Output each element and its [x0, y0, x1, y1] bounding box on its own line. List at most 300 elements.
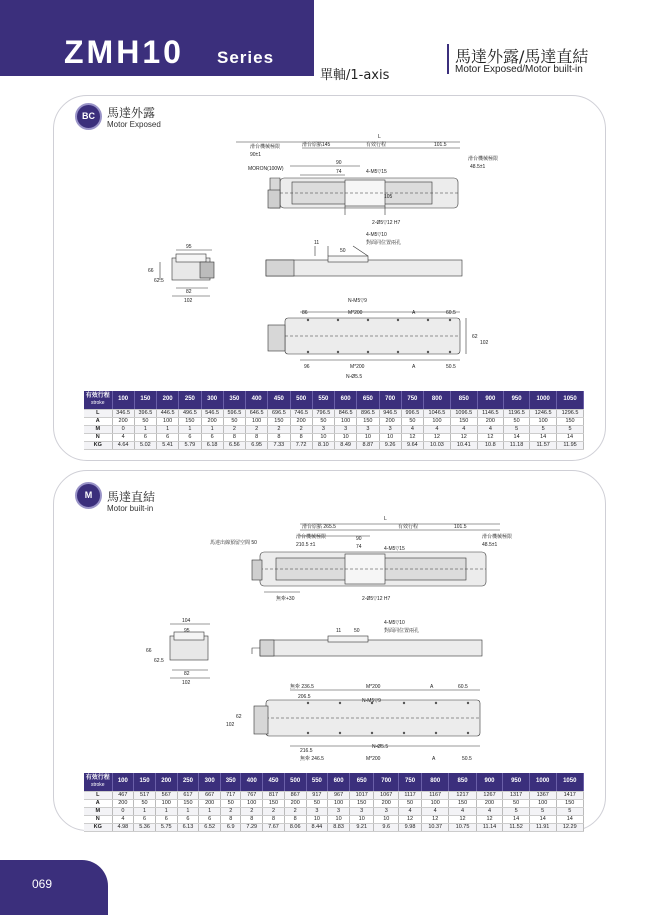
- table-cell: 6: [134, 433, 156, 441]
- dim-74: 74: [356, 544, 362, 550]
- stroke-col: 800: [422, 773, 449, 791]
- stroke-col: 900: [476, 773, 503, 791]
- dim-a2: A: [412, 364, 416, 370]
- table-cell: 3: [379, 425, 401, 433]
- dim-216-5: 216.5: [300, 748, 313, 754]
- stroke-col: 300: [199, 773, 221, 791]
- table-cell: 12: [401, 433, 423, 441]
- table-cell: 5: [556, 807, 584, 815]
- stroke-col: 200: [157, 391, 179, 409]
- table-cell: 7.33: [268, 441, 290, 449]
- table-row: [84, 433, 584, 441]
- dim-dowel: 2-Ø5▽12 H7: [372, 220, 401, 226]
- dim-102: 102: [182, 680, 191, 686]
- table-cell: 50: [134, 417, 156, 425]
- table-cell: 11.18: [503, 441, 529, 449]
- dim-n55: N-Ø5.5: [372, 744, 389, 750]
- table-cell: 14: [530, 433, 557, 441]
- dim-m5-15: 4-M5▽15: [384, 546, 405, 552]
- stroke-col: 250: [177, 773, 199, 791]
- table-cell: 50: [223, 417, 245, 425]
- table-cell: 14: [556, 815, 584, 823]
- table-cell: 50: [312, 417, 334, 425]
- table-cell: 100: [157, 417, 179, 425]
- table-cell: 6: [179, 433, 201, 441]
- table-cell: 846.5: [335, 409, 357, 417]
- table-cell: 6: [155, 815, 177, 823]
- dim-m200b: M*200: [350, 364, 365, 370]
- table-cell: 9.21: [349, 823, 374, 831]
- table-cell: 50: [503, 799, 530, 807]
- table-cell: 5: [557, 425, 584, 433]
- table-cell: 150: [450, 417, 477, 425]
- table-cell: 9.64: [401, 441, 423, 449]
- table-cell: 3: [374, 807, 399, 815]
- dim-96: 96: [304, 364, 310, 370]
- table-cell: 3: [306, 807, 328, 815]
- stroke-col: 950: [503, 773, 530, 791]
- table-cell: 12.29: [556, 823, 584, 831]
- table-cell: 6: [157, 433, 179, 441]
- stroke-col: 600: [335, 391, 357, 409]
- table-cell: 667: [199, 791, 221, 799]
- table-cell: 1: [177, 807, 199, 815]
- row-label: A: [84, 799, 112, 807]
- table-cell: 12: [399, 815, 422, 823]
- stroke-col: 850: [449, 773, 476, 791]
- dim-11: 11: [336, 628, 342, 634]
- table-cell: 12: [477, 433, 503, 441]
- table-row: [84, 791, 584, 799]
- table-cell: 6: [199, 815, 221, 823]
- table-cell: 2: [290, 425, 312, 433]
- stroke-col: 150: [134, 391, 156, 409]
- stroke-col: 550: [306, 773, 328, 791]
- table-cell: 6.9: [221, 823, 241, 831]
- table-cell: 546.5: [201, 409, 223, 417]
- table-cell: 10: [328, 815, 350, 823]
- table-cell: 200: [290, 417, 312, 425]
- stroke-col: 500: [290, 391, 312, 409]
- row-label: N: [84, 815, 112, 823]
- table-cell: 517: [134, 791, 156, 799]
- stroke-col: 1000: [530, 391, 557, 409]
- table-cell: 10.03: [424, 441, 451, 449]
- dim-m5-10: 4-M5▽10: [366, 232, 387, 238]
- page-title-en: Motor Exposed/Motor built-in: [455, 64, 583, 75]
- dim-50: 50: [340, 248, 346, 254]
- table-cell: 14: [557, 433, 584, 441]
- table-cell: 10.41: [450, 441, 477, 449]
- table-cell: 14: [503, 433, 529, 441]
- dim-50-5: 50.5: [462, 756, 472, 762]
- table-cell: 7.67: [263, 823, 285, 831]
- table-cell: 617: [177, 791, 199, 799]
- row-label: A: [84, 417, 112, 425]
- table-cell: 6.95: [246, 441, 268, 449]
- table-cell: 3: [328, 807, 350, 815]
- section-title-en: Motor Exposed: [107, 120, 161, 129]
- table-cell: 200: [477, 417, 503, 425]
- table-cell: 10: [379, 433, 401, 441]
- table-cell: 8: [263, 815, 285, 823]
- table-cell: 200: [201, 417, 223, 425]
- stroke-col: 900: [477, 391, 503, 409]
- dim-effective: 有效行程: [398, 524, 419, 530]
- table-cell: 8: [223, 433, 245, 441]
- table-cell: 2: [263, 807, 285, 815]
- table-cell: 8: [221, 815, 241, 823]
- table-cell: 50: [306, 799, 328, 807]
- table-header-row: [84, 391, 584, 409]
- table-cell: 817: [263, 791, 285, 799]
- table-cell: 9.26: [379, 441, 401, 449]
- dim-60-5: 60.5: [458, 684, 468, 690]
- row-label: L: [84, 409, 112, 417]
- table-cell: 12: [424, 433, 451, 441]
- table-row: [84, 799, 584, 807]
- stroke-col: 1000: [529, 773, 556, 791]
- table-cell: 150: [349, 799, 374, 807]
- table-cell: 100: [246, 417, 268, 425]
- dim-90: 90: [356, 536, 362, 542]
- stroke-header: 有效行程 stroke: [84, 773, 112, 791]
- dim-m5-10-note: 對面同位置兩孔: [366, 240, 402, 246]
- table-cell: 12: [476, 815, 503, 823]
- title-divider: [447, 44, 449, 74]
- table-cell: 4: [424, 425, 451, 433]
- table-cell: 200: [199, 799, 221, 807]
- table-cell: 1: [134, 807, 156, 815]
- stroke-col: 1050: [557, 391, 584, 409]
- table-cell: 5.02: [134, 441, 156, 449]
- dim-moron: MORON(100W): [248, 166, 284, 172]
- dim-105: 105: [384, 194, 393, 200]
- dim-a2: A: [432, 756, 436, 762]
- table-cell: 717: [221, 791, 241, 799]
- dim-104: 104: [182, 618, 191, 624]
- table-cell: 100: [529, 799, 556, 807]
- table-cell: 1167: [422, 791, 449, 799]
- stroke-col: 800: [424, 391, 451, 409]
- table-cell: 3: [312, 425, 334, 433]
- table-cell: 5.79: [179, 441, 201, 449]
- table-cell: 200: [112, 417, 134, 425]
- table-cell: 10: [357, 433, 379, 441]
- table-cell: 4: [449, 807, 476, 815]
- table-cell: 11.57: [530, 441, 557, 449]
- stroke-col: 350: [221, 773, 241, 791]
- table-cell: 1367: [529, 791, 556, 799]
- table-cell: 4: [422, 807, 449, 815]
- table-cell: 4: [476, 807, 503, 815]
- dim-90: 90: [336, 160, 342, 166]
- table-cell: 8: [241, 815, 263, 823]
- table-cell: 50: [134, 799, 156, 807]
- stroke-col: 950: [503, 391, 529, 409]
- table-cell: 396.5: [134, 409, 156, 417]
- stroke-col: 700: [374, 773, 399, 791]
- dim-50-5: 50.5: [446, 364, 456, 370]
- table-cell: 8: [290, 433, 312, 441]
- footer-tab: [0, 860, 108, 915]
- stroke-col: 1050: [556, 773, 584, 791]
- table-cell: 496.5: [179, 409, 201, 417]
- table-cell: 11.95: [557, 441, 584, 449]
- table-cell: 5: [503, 807, 530, 815]
- table-cell: 1317: [503, 791, 530, 799]
- table-cell: 4: [112, 815, 134, 823]
- dim-m5-15: 4-M5▽15: [366, 169, 387, 175]
- table-cell: 100: [335, 417, 357, 425]
- table-cell: 4: [399, 807, 422, 815]
- table-cell: 867: [284, 791, 306, 799]
- table-row: [84, 823, 584, 831]
- drawing-motor-built-in: [140, 512, 540, 768]
- table-cell: 7.29: [241, 823, 263, 831]
- table-cell: 646.5: [246, 409, 268, 417]
- table-cell: 8.10: [312, 441, 334, 449]
- series-label: Series: [217, 48, 275, 67]
- table-cell: 7.72: [290, 441, 312, 449]
- dim-246-5: 無牽 246.5: [300, 756, 324, 762]
- dim-effective: 有效行程: [366, 142, 387, 148]
- dim-L: L: [378, 134, 381, 140]
- row-label: L: [84, 791, 112, 799]
- dim-82: 82: [184, 671, 190, 677]
- table-cell: 10.37: [422, 823, 449, 831]
- table-cell: 1: [155, 807, 177, 815]
- table-cell: 4: [477, 425, 503, 433]
- stroke-col: 100: [112, 773, 134, 791]
- axis-label: 單軸/1-axis: [320, 68, 390, 83]
- dim-origin: 滑台原點 265.5: [302, 524, 336, 530]
- table-cell: 967: [328, 791, 350, 799]
- table-cell: 10.8: [477, 441, 503, 449]
- dim-86: 86: [302, 310, 308, 316]
- table-cell: 4.98: [112, 823, 134, 831]
- table-cell: 50: [503, 417, 529, 425]
- dim-102b: 102: [480, 340, 489, 346]
- section-title-zh: 馬達外露: [107, 106, 156, 120]
- table-row: [84, 815, 584, 823]
- table-cell: 767: [241, 791, 263, 799]
- table-cell: 8.44: [306, 823, 328, 831]
- table-cell: 10: [306, 815, 328, 823]
- dim-cable-space: 馬達出線預留空間 50: [210, 540, 257, 546]
- stroke-col: 700: [379, 391, 401, 409]
- dim-101: 101.5: [454, 524, 467, 530]
- table-cell: 150: [357, 417, 379, 425]
- table-cell: 1: [179, 425, 201, 433]
- table-cell: 8: [268, 433, 290, 441]
- table-cell: 10: [349, 815, 374, 823]
- table-cell: 200: [379, 417, 401, 425]
- table-cell: 1067: [374, 791, 399, 799]
- stroke-col: 350: [223, 391, 245, 409]
- table-body: [84, 791, 584, 831]
- table-header-row: [84, 773, 584, 791]
- stroke-col: 650: [357, 391, 379, 409]
- dim-L: L: [384, 516, 387, 522]
- row-label: M: [84, 807, 112, 815]
- table-cell: 4: [112, 433, 134, 441]
- page-number: 069: [32, 877, 53, 891]
- table-cell: 596.5: [223, 409, 245, 417]
- dim-limit-right-v: 48.5±1: [482, 542, 498, 548]
- dim-82: 82: [186, 289, 192, 295]
- table-cell: 100: [155, 799, 177, 807]
- spec-table-motor-exposed: [84, 391, 584, 450]
- table-cell: 100: [530, 417, 557, 425]
- table-cell: 10: [335, 433, 357, 441]
- dim-11: 11: [314, 240, 320, 246]
- table-cell: 5: [529, 807, 556, 815]
- dim-m200b: M*200: [366, 756, 381, 762]
- stroke-col: 850: [450, 391, 477, 409]
- table-cell: 1: [134, 425, 156, 433]
- dim-limit-left: 滑台機械極限: [296, 534, 327, 540]
- table-cell: 3: [335, 425, 357, 433]
- dim-95: 95: [184, 628, 190, 634]
- dim-62: 62: [236, 714, 242, 720]
- table-cell: 0: [112, 425, 134, 433]
- table-cell: 1296.5: [557, 409, 584, 417]
- row-label: KG: [84, 823, 112, 831]
- stroke-header: 有效行程 stroke: [84, 391, 112, 409]
- table-cell: 12: [450, 433, 477, 441]
- table-cell: 567: [155, 791, 177, 799]
- table-cell: 5: [530, 425, 557, 433]
- table-cell: 4: [401, 425, 423, 433]
- dim-74: 74: [336, 169, 342, 175]
- table-cell: 1046.5: [424, 409, 451, 417]
- table-cell: 150: [268, 417, 290, 425]
- table-cell: 1417: [556, 791, 584, 799]
- table-cell: 100: [422, 799, 449, 807]
- table-row: [84, 441, 584, 449]
- table-cell: 1146.5: [477, 409, 503, 417]
- dim-62-5: 62.5: [154, 658, 164, 664]
- table-cell: 5.36: [134, 823, 156, 831]
- table-cell: 150: [177, 799, 199, 807]
- dim-m5-10: 4-M5▽10: [384, 620, 405, 626]
- stroke-col: 300: [201, 391, 223, 409]
- table-cell: 8.49: [335, 441, 357, 449]
- section-title-zh: 馬達直結: [107, 490, 156, 504]
- dim-a: A: [412, 310, 416, 316]
- table-cell: 1096.5: [450, 409, 477, 417]
- table-cell: 9.6: [374, 823, 399, 831]
- dim-origin: 滑台原點145: [302, 142, 331, 148]
- table-cell: 896.5: [357, 409, 379, 417]
- model-name: ZMH10: [64, 34, 184, 70]
- table-cell: 5.75: [155, 823, 177, 831]
- table-cell: 1267: [476, 791, 503, 799]
- dim-limit-left-v: 210.5 ±1: [296, 542, 316, 548]
- table-cell: 1217: [449, 791, 476, 799]
- table-body: [84, 409, 584, 449]
- dim-limit-left: 滑台機械極限: [250, 144, 281, 150]
- table-cell: 11.91: [529, 823, 556, 831]
- table-cell: 200: [374, 799, 399, 807]
- dim-66: 66: [148, 268, 154, 274]
- row-label: M: [84, 425, 112, 433]
- table-cell: 4: [450, 425, 477, 433]
- dim-skid: 無牽+30: [276, 596, 295, 602]
- table-cell: 996.5: [401, 409, 423, 417]
- dim-limit-left-v: 90±1: [250, 152, 262, 158]
- stroke-col: 400: [246, 391, 268, 409]
- table-cell: 200: [476, 799, 503, 807]
- table-cell: 2: [284, 807, 306, 815]
- table-cell: 446.5: [157, 409, 179, 417]
- table-cell: 0: [112, 807, 134, 815]
- table-cell: 6.13: [177, 823, 199, 831]
- table-cell: 6: [201, 433, 223, 441]
- row-label: KG: [84, 441, 112, 449]
- stroke-col: 650: [349, 773, 374, 791]
- dim-236-5: 無牽 236.5: [290, 684, 314, 690]
- stroke-col: 200: [155, 773, 177, 791]
- dim-62: 62: [472, 334, 478, 340]
- section-title-en: Motor built-in: [107, 504, 154, 513]
- dim-a: A: [430, 684, 434, 690]
- table-cell: 8: [246, 433, 268, 441]
- stroke-col: 400: [241, 773, 263, 791]
- table-cell: 6.52: [199, 823, 221, 831]
- table-cell: 150: [556, 799, 584, 807]
- stroke-col: 450: [263, 773, 285, 791]
- table-cell: 3: [349, 807, 374, 815]
- dim-limit-right: 滑台機械極限: [482, 534, 513, 540]
- table-cell: 8.83: [328, 823, 350, 831]
- stroke-col: 600: [328, 773, 350, 791]
- table-cell: 50: [401, 417, 423, 425]
- stroke-col: 150: [134, 773, 156, 791]
- table-cell: 2: [221, 807, 241, 815]
- table-cell: 8.87: [357, 441, 379, 449]
- table-cell: 200: [284, 799, 306, 807]
- table-cell: 2: [246, 425, 268, 433]
- table-cell: 2: [223, 425, 245, 433]
- spec-table-motor-built-in: [84, 773, 584, 832]
- dim-102b: 102: [226, 722, 235, 728]
- table-cell: 1246.5: [530, 409, 557, 417]
- table-cell: 9.98: [399, 823, 422, 831]
- table-cell: 1017: [349, 791, 374, 799]
- table-cell: 2: [268, 425, 290, 433]
- table-cell: 10.75: [449, 823, 476, 831]
- dim-60-5: 60.5: [446, 310, 456, 316]
- dim-95: 95: [186, 244, 192, 250]
- table-cell: 8.06: [284, 823, 306, 831]
- stroke-col: 250: [179, 391, 201, 409]
- dim-dowel: 2-Ø5▽12 H7: [362, 596, 391, 602]
- dim-m200: M*200: [366, 684, 381, 690]
- table-cell: 1: [157, 425, 179, 433]
- table-cell: 946.5: [379, 409, 401, 417]
- dim-nm5: N-M5▽9: [348, 298, 367, 304]
- table-cell: 6.56: [223, 441, 245, 449]
- table-cell: 11.52: [503, 823, 530, 831]
- table-cell: 746.5: [290, 409, 312, 417]
- dim-50: 50: [354, 628, 360, 634]
- table-cell: 6.18: [201, 441, 223, 449]
- dim-limit-right: 滑台機械極限: [468, 156, 499, 162]
- row-label: N: [84, 433, 112, 441]
- stroke-col: 500: [284, 773, 306, 791]
